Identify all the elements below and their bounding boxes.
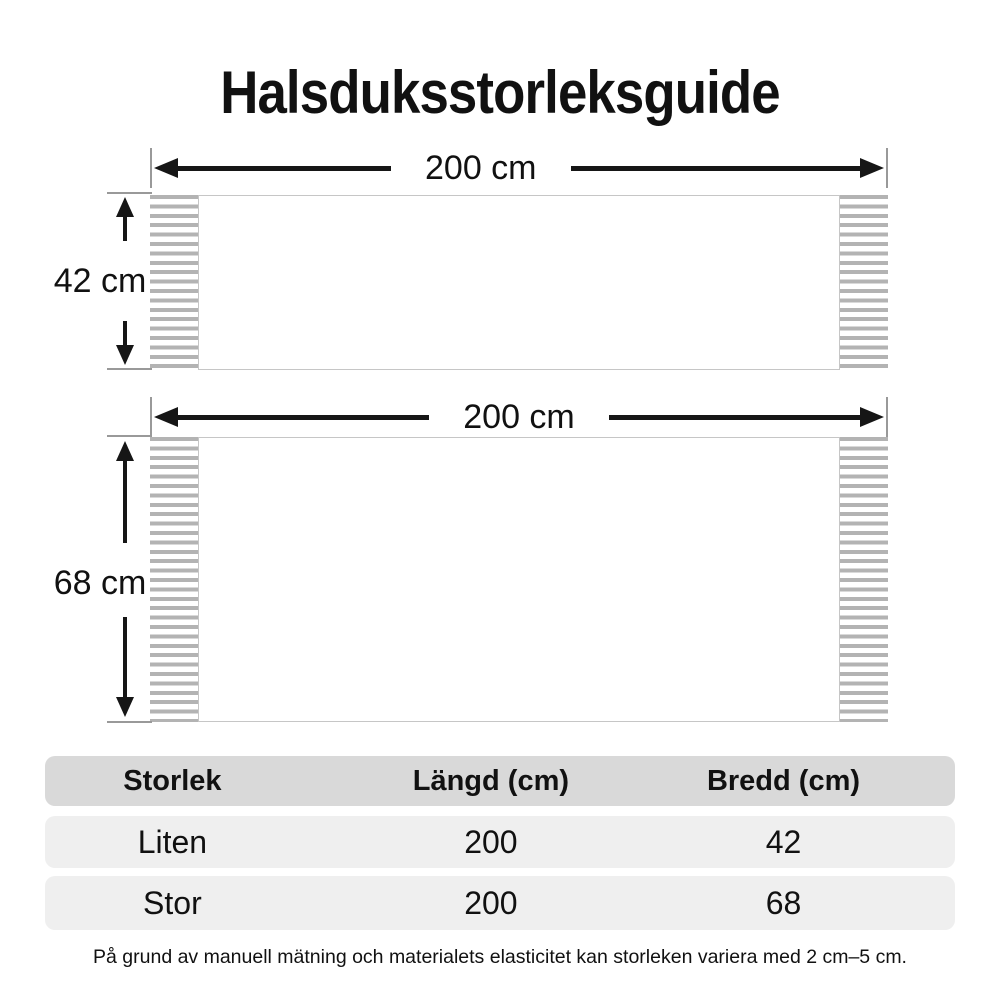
arrow-right-icon bbox=[860, 158, 884, 178]
dimension-tick-icon bbox=[886, 397, 888, 437]
header-storlek: Storlek bbox=[123, 764, 222, 797]
scarf-diagram-large bbox=[150, 437, 888, 722]
length-label-large: 200 cm bbox=[463, 398, 575, 436]
arrow-down-icon bbox=[116, 617, 134, 717]
size-table bbox=[45, 756, 955, 930]
dimension-tick-icon bbox=[886, 148, 888, 188]
scarf-fringe-left bbox=[150, 437, 198, 722]
footnote: På grund av manuell mätning och materialets elasticitet kan storleken variera med 2 cm–5 cm. bbox=[93, 946, 907, 968]
dimension-line bbox=[609, 415, 866, 420]
length-label-small: 200 cm bbox=[425, 149, 537, 187]
cell-width: 42 bbox=[765, 823, 802, 860]
header-bredd: Bredd (cm) bbox=[706, 764, 861, 797]
width-label-large: 68 cm bbox=[53, 564, 147, 602]
dimension-cap-icon bbox=[107, 721, 152, 723]
table-header-row bbox=[45, 756, 955, 806]
table-row bbox=[45, 816, 955, 868]
dimension-cap-icon bbox=[107, 368, 152, 370]
scarf-fringe-right bbox=[840, 437, 888, 722]
dimension-line bbox=[172, 415, 429, 420]
arrow-right-icon bbox=[860, 407, 884, 427]
length-dimension-large bbox=[150, 397, 888, 437]
arrow-up-icon bbox=[116, 197, 134, 241]
scarf-body bbox=[198, 195, 840, 370]
width-label-small: 42 cm bbox=[53, 262, 147, 300]
dimension-cap-icon bbox=[107, 435, 152, 437]
width-dimension-large bbox=[45, 435, 155, 723]
width-dimension-small bbox=[45, 192, 155, 370]
dimension-line bbox=[172, 166, 391, 171]
length-dimension-small bbox=[150, 148, 888, 188]
cell-length: 200 bbox=[464, 823, 518, 860]
scarf-fringe-left bbox=[150, 195, 198, 370]
dimension-tick-icon bbox=[150, 148, 152, 188]
cell-size: Stor bbox=[143, 884, 202, 921]
scarf-body bbox=[198, 437, 840, 722]
header-langd: Längd (cm) bbox=[412, 764, 570, 797]
dimension-cap-icon bbox=[107, 192, 152, 194]
cell-size: Liten bbox=[137, 823, 208, 860]
dimension-tick-icon bbox=[150, 397, 152, 437]
page-title: Halsduksstorleksguide bbox=[220, 59, 780, 126]
arrow-up-icon bbox=[116, 441, 134, 543]
table-row bbox=[45, 876, 955, 930]
cell-length: 200 bbox=[464, 884, 518, 921]
scarf-diagram-small bbox=[150, 195, 888, 370]
dimension-line bbox=[571, 166, 867, 171]
scarf-fringe-right bbox=[840, 195, 888, 370]
arrow-down-icon bbox=[116, 321, 134, 365]
cell-width: 68 bbox=[765, 884, 802, 921]
